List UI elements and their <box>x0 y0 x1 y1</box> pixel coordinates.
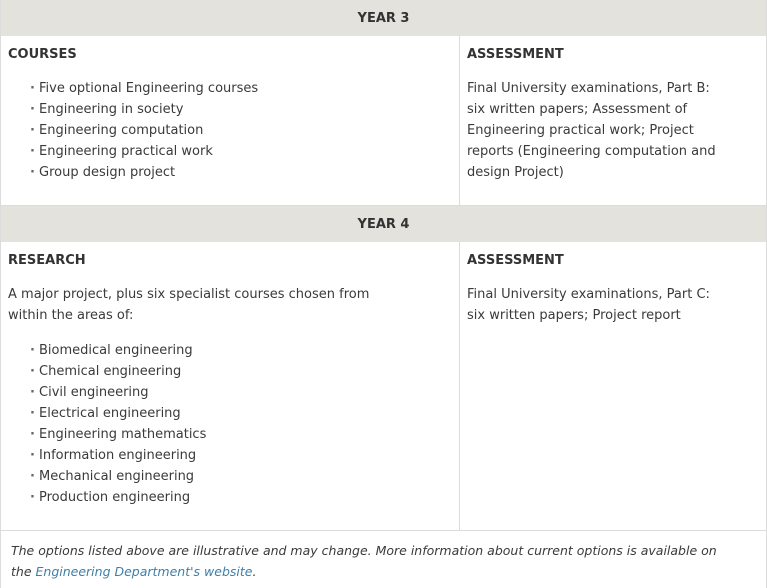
footer-suffix: . <box>252 564 257 579</box>
list-item: · Civil engineering <box>30 382 452 403</box>
assessment-line: six written papers; Project report <box>467 308 681 323</box>
footer-line-2 <box>11 561 756 582</box>
list-item: · Production engineering <box>30 487 452 508</box>
assessment-line: reports (Engineering computation and <box>467 144 716 159</box>
assessment-line: six written papers; Assessment of <box>467 102 688 117</box>
assessment-text <box>467 78 759 183</box>
year3-title: YEAR 3 <box>357 10 410 26</box>
research-intro-line: A major project, plus six specialist courses chosen from <box>8 287 370 302</box>
year3-row <box>1 36 766 206</box>
engineering-department-link[interactable]: Engineering Department's website <box>35 564 253 579</box>
assessment-text <box>467 284 759 326</box>
assessment-line: Final University examinations, Part C: <box>467 287 710 302</box>
year4-header <box>1 206 766 242</box>
assessment-heading: ASSESSMENT <box>467 253 564 268</box>
assessment-line: design Project) <box>467 165 564 180</box>
list-item: · Engineering computation <box>30 120 452 141</box>
research-intro <box>8 284 452 326</box>
year4-row <box>1 242 766 531</box>
assessment-heading: ASSESSMENT <box>467 47 564 62</box>
footer-line-1: The options listed above are illustrative and may change. More information about current options is available on <box>11 543 717 558</box>
assessment-line: Engineering practical work; Project <box>467 123 694 138</box>
year4-research-column <box>1 242 460 530</box>
research-intro-line: within the areas of: <box>8 308 134 323</box>
year4-title: YEAR 4 <box>357 216 410 232</box>
year3-header <box>1 0 766 36</box>
list-item: · Group design project <box>30 162 452 183</box>
year4-assessment-column <box>460 242 766 530</box>
footer-note <box>1 531 766 582</box>
courses-list <box>8 78 452 183</box>
footer-prefix: the <box>11 564 36 579</box>
list-item: · Information engineering <box>30 445 452 466</box>
list-item: · Biomedical engineering <box>30 340 452 361</box>
year3-courses-column <box>1 36 460 205</box>
list-item: · Mechanical engineering <box>30 466 452 487</box>
list-item: · Chemical engineering <box>30 361 452 382</box>
list-item: · Electrical engineering <box>30 403 452 424</box>
year3-assessment-column <box>460 36 766 205</box>
list-item: · Engineering mathematics <box>30 424 452 445</box>
courses-heading: COURSES <box>8 47 77 62</box>
assessment-line: Final University examinations, Part B: <box>467 81 710 96</box>
list-item: · Five optional Engineering courses <box>30 78 452 99</box>
research-heading: RESEARCH <box>8 253 86 268</box>
areas-list <box>8 340 452 508</box>
list-item: · Engineering in society <box>30 99 452 120</box>
list-item: · Engineering practical work <box>30 141 452 162</box>
